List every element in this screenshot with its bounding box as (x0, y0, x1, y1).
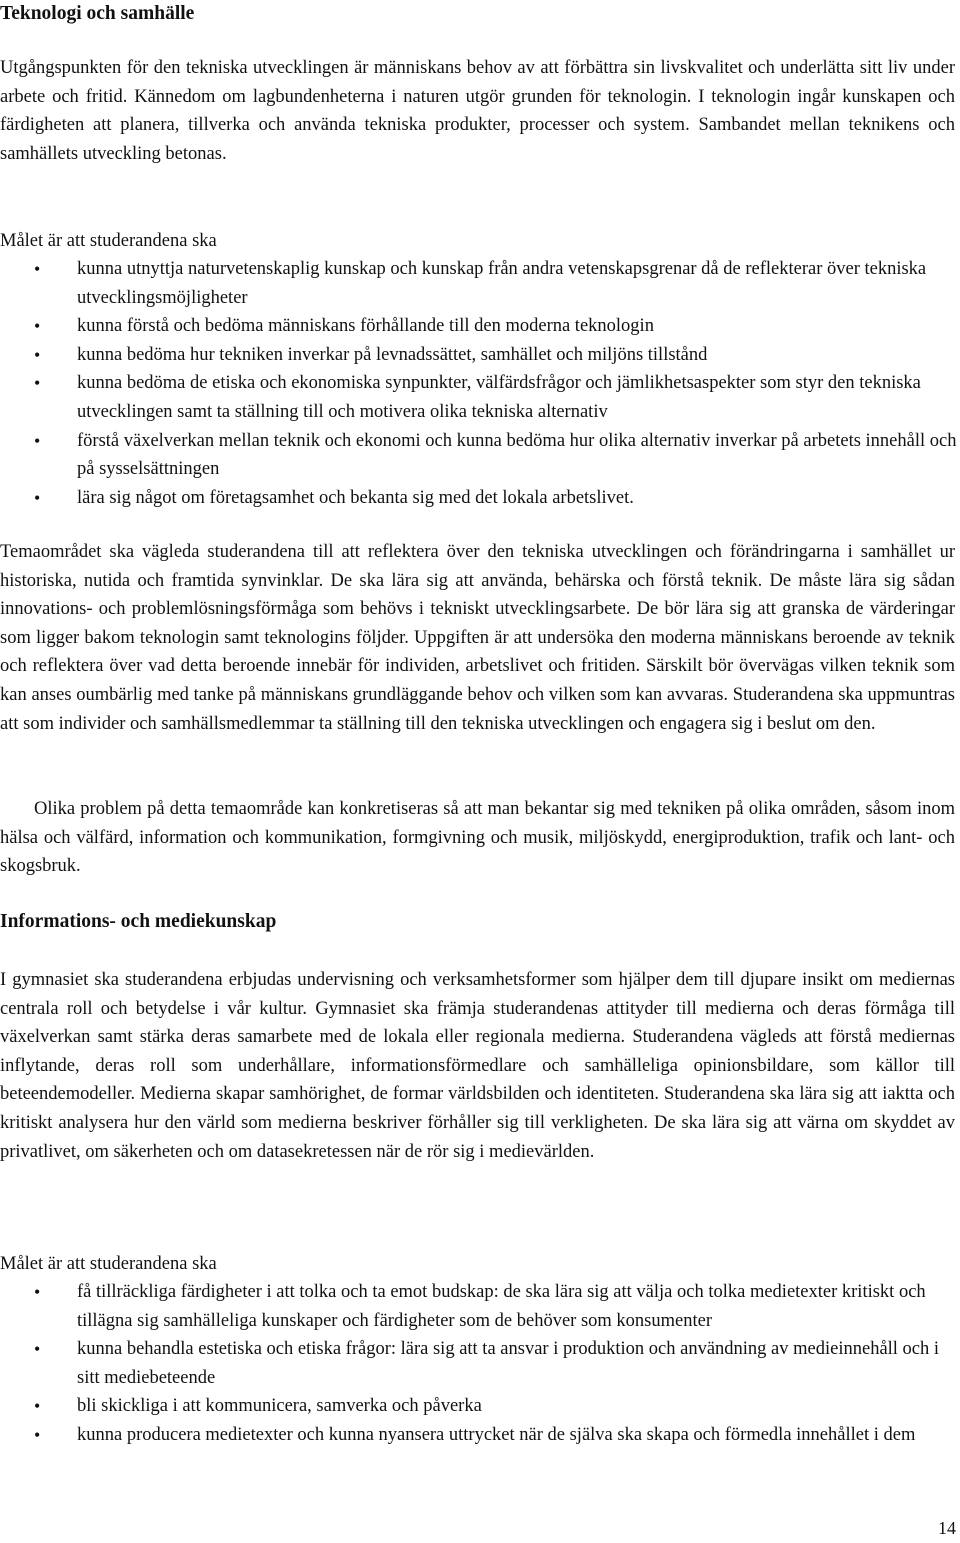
section-heading-teknologi: Teknologi och samhälle (0, 3, 195, 24)
list-item: • kunna förstå och bedöma människans förhållande till den moderna teknologin (0, 312, 960, 341)
page-number: 14 (938, 1518, 956, 1538)
goals-intro-mediekunskap: Målet är att studerandena ska (0, 1254, 217, 1274)
section-heading-mediekunskap: Informations- och mediekunskap (0, 911, 277, 932)
goals-list-teknologi (0, 255, 960, 512)
list-item: • förstå växelverkan mellan teknik och ekonomi och kunna bedöma hur olika alternativ inverkar på arbetets innehåll och på sysselsättningen (0, 427, 960, 484)
body-paragraph-teknologi: Temaområdet ska vägleda studerandena till att reflektera över den tekniska utvecklingen och förändringarna i samhället ur historiska, nutida och framtida synvinklar. De ska lära sig att använda, behärska och förstå teknik. De måste lära sig sådan innovations- och problemlösningsförmåga som behövs i tekniskt utvecklingsarbete. De bör lära sig att granska de värderingar som ligger bakom teknologin samt teknologins följder. Uppgiften är att undersöka den moderna människans beroende av teknik och reflektera över vad detta beroende innebär för individen, arbetslivet och fritiden. Särskilt bör övervägas vilken teknik som kan anses oumbärlig med tanke på människans grundläggande behov och vilken som kan avvaras. Studerandena ska uppmuntras att som individer och samhällsmedlemmar ta ställning till den tekniska utvecklingen och engagera sig i beslut om den. (0, 542, 955, 734)
list-item: • bli skickliga i att kommunicera, samverka och påverka (0, 1392, 960, 1421)
list-item: • kunna bedöma de etiska och ekonomiska synpunkter, välfärdsfrågor och jämlikhetsaspekter som styr den tekniska utvecklingen samt ta ställning till och motivera olika tekniska alternativ (0, 369, 960, 426)
body-paragraph-teknologi-2: Olika problem på detta temaområde kan konkretiseras så att man bekantar sig med tekniken på olika områden, såsom inom hälsa och välfärd, information och kommunikation, formgivning och musik, miljöskydd, energiproduktion, trafik och lant- och skogsbruk. (0, 799, 955, 877)
list-item: • kunna bedöma hur tekniken inverkar på levnadssättet, samhället och miljöns tillstånd (0, 341, 960, 370)
list-item: • lära sig något om företagsamhet och bekanta sig med det lokala arbetslivet. (0, 484, 960, 513)
list-item: • kunna utnyttja naturvetenskaplig kunskap och kunskap från andra vetenskapsgrenar då de reflekterar över tekniska utvecklingsmöjligheter (0, 255, 960, 312)
goals-list-mediekunskap (0, 1278, 960, 1450)
goals-intro-teknologi: Målet är att studerandena ska (0, 231, 217, 251)
list-item: • kunna behandla estetiska och etiska frågor: lära sig att ta ansvar i produktion och användning av medieinnehåll och i sitt mediebeteende (0, 1335, 960, 1392)
intro-paragraph-teknologi: Utgångspunkten för den tekniska utvecklingen är människans behov av att förbättra sin livskvalitet och underlätta sitt liv under arbete och fritid. Kännedom om lagbundenheterna i naturen utgör grunden för teknologin. I teknologin ingår kunskapen och färdigheten att planera, tillverka och använda tekniska produkter, processer och system. Sambandet mellan teknikens och samhällets utveckling betonas. (0, 58, 955, 164)
intro-paragraph-mediekunskap: I gymnasiet ska studerandena erbjudas undervisning och verksamhetsformer som hjälper dem till djupare insikt om mediernas centrala roll och betydelse i vår kultur. Gymnasiet ska främja studerandenas attityder till medierna och deras förmåga till växelverkan samt stärka deras samarbete med de lokala eller regionala medierna. Studerandena vägleds att förstå mediernas inflytande, deras roll som underhållare, informationsförmedlare och samhälleliga opinionsbildare, som källor till beteendemodeller. Medierna skapar samhörighet, de formar världsbilden och identiteten. Studerandena ska lära sig att iaktta och kritiskt analysera hur den värld som medierna beskriver förhåller sig till verkligheten. De ska lära sig att värna om skyddet av privatlivet, om säkerheten och om datasekretessen när de rör sig i medievärlden. (0, 970, 955, 1162)
list-item: • få tillräckliga färdigheter i att tolka och ta emot budskap: de ska lära sig att välja och tolka medietexter kritiskt och tillägna sig samhälleliga kunskaper och färdigheter som de behöver som konsumenter (0, 1278, 960, 1335)
list-item: • kunna producera medietexter och kunna nyansera uttrycket när de själva ska skapa och förmedla innehållet i dem (0, 1421, 960, 1450)
